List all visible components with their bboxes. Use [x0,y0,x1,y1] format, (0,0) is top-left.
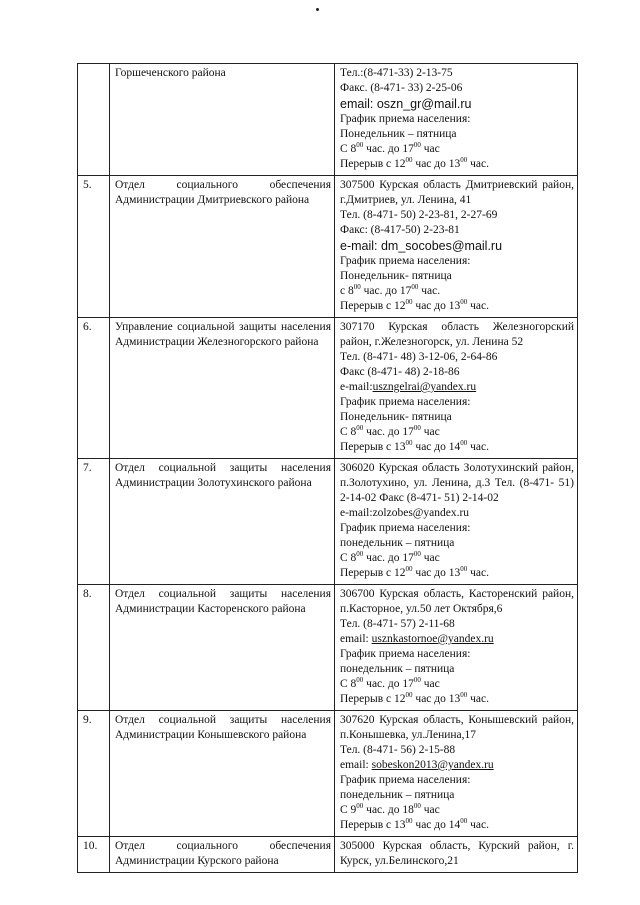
schedule-hours-line [340,566,574,581]
row-number: 5. [78,176,110,318]
organization-name: Отдел социальной защиты населения Администрации Золотухинского района [110,459,335,585]
contact-line: e-mail: dm_socobes@mail.ru [340,239,503,253]
minutes-superscript: 00 [356,142,364,149]
contact-line: 306700 Курская область, Касторенский район, п.Касторное, ул.50 лет Октября,6 [340,588,574,615]
hours-text: час. до 17 [363,552,414,564]
contact-line: График приема населения: [340,396,471,408]
row-number: 8. [78,585,110,711]
contact-info [335,711,578,837]
email-line [340,380,574,395]
minutes-superscript: 00 [460,566,468,573]
contact-line: Тел. (8-471- 57) 2-11-68 [340,618,455,630]
row-number [78,64,110,176]
contact-line: Понедельник – пятница [340,128,457,140]
contact-line: Факс. (8-471- 33) 2-25-06 [340,82,463,94]
hours-text: час. до 17 [360,285,412,297]
contact-line: понедельник – пятница [340,789,455,801]
email-prefix: e-mail: [340,381,373,393]
minutes-superscript: 00 [405,440,413,447]
row-number: 7. [78,459,110,585]
contacts-table-body [78,64,578,873]
schedule-hours-line [340,157,574,172]
contact-info [335,585,578,711]
hours-text: Перерыв с 13 [340,819,406,831]
hours-text: час. до 17 [363,426,414,438]
hours-text: час [420,678,440,690]
email-link[interactable]: uszngelrai@yandex.ru [372,381,477,393]
minutes-superscript: 00 [413,425,421,432]
email-link[interactable]: sobeskon2013@yandex.ru [371,759,494,771]
organization-name: Горшеченского района [110,64,335,176]
hours-text: час. [467,300,489,312]
contact-line: e-mail:zolzobes@yandex.ru [340,507,470,519]
table-row [78,585,578,711]
minutes-superscript: 00 [405,692,413,699]
hours-text: С 8 [340,552,357,564]
contact-line: График приема населения: [340,255,471,267]
hours-text: час до 14 [412,819,461,831]
minutes-superscript: 00 [413,677,421,684]
hours-text: час. [418,285,441,297]
minutes-superscript: 00 [460,157,468,164]
table-row [78,176,578,318]
schedule-hours-line [340,284,574,299]
minutes-superscript: 00 [413,142,421,149]
contact-line: График приема населения: [340,774,471,786]
page-dot-mark [316,8,319,11]
schedule-hours-line [340,677,574,692]
row-number: 6. [78,318,110,459]
minutes-superscript: 00 [413,551,421,558]
minutes-superscript: 00 [405,157,413,164]
contact-line: Тел. (8-471- 50) 2-23-81, 2-27-69 [340,209,498,221]
hours-text: С 9 [340,804,357,816]
table-row [78,318,578,459]
minutes-superscript: 00 [356,803,364,810]
contact-info [335,837,578,873]
contact-line: 307170 Курская область Железногорский район, г.Железногорск, ул. Ленина 52 [340,321,574,348]
hours-text: час. до 18 [363,804,414,816]
contact-line: Тел.:(8-471-33) 2-13-75 [340,67,453,79]
hours-text: час. до 17 [363,678,414,690]
email-prefix: email: [340,633,372,645]
hours-text: час до 13 [412,693,461,705]
hours-text: час до 14 [412,441,461,453]
hours-text: Перерыв с 12 [340,158,406,170]
minutes-superscript: 00 [413,803,421,810]
hours-text: час. [467,693,489,705]
hours-text: час [420,426,440,438]
hours-text: Перерыв с 12 [340,300,406,312]
contact-line: 307500 Курская область Дмитриевский район, г.Дмитриев, ул. Ленина, 41 [340,179,574,206]
organization-name: Отдел социального обеспечения Администрации Дмитриевского района [110,176,335,318]
schedule-hours-line [340,692,574,707]
email-line [340,758,574,773]
hours-text: час до 13 [412,567,461,579]
hours-text: час до 13 [412,300,461,312]
hours-text: час до 13 [412,158,461,170]
contact-line: понедельник – пятница [340,537,455,549]
minutes-superscript: 00 [460,818,468,825]
hours-text: час [420,143,440,155]
contact-info [335,459,578,585]
hours-text: С 8 [340,678,357,690]
table-row [78,711,578,837]
minutes-superscript: 00 [356,551,364,558]
minutes-superscript: 00 [405,818,413,825]
hours-text: час. до 17 [363,143,414,155]
contact-line: График приема населения: [340,648,471,660]
schedule-hours-line [340,803,574,818]
table-row [78,64,578,176]
hours-text: Перерыв с 12 [340,693,406,705]
email-prefix: email: [340,759,372,771]
minutes-superscript: 00 [411,284,419,291]
contact-line: График приема населения: [340,113,471,125]
table-row [78,837,578,873]
hours-text: час [420,804,440,816]
minutes-superscript: 00 [460,440,468,447]
organization-name: Отдел социальной защиты населения Администрации Касторенского района [110,585,335,711]
row-number: 9. [78,711,110,837]
hours-text: час. [467,567,489,579]
contacts-table [77,63,578,873]
schedule-hours-line [340,818,574,833]
contact-line: 305000 Курская область, Курский район, г. Курск, ул.Белинского,21 [340,840,574,867]
minutes-superscript: 00 [405,299,413,306]
table-row [78,459,578,585]
contact-line: 307620 Курская область, Конышевский район, п.Конышевка, ул.Ленина,17 [340,714,574,741]
contact-line: Тел. (8-471- 56) 2-15-88 [340,744,456,756]
schedule-hours-line [340,299,574,314]
contact-line: Факс: (8-417-50) 2-23-81 [340,224,460,236]
contact-info [335,64,578,176]
schedule-hours-line [340,142,574,157]
minutes-superscript: 00 [356,677,364,684]
organization-name: Отдел социального обеспечения Администрации Курского района [110,837,335,873]
contact-info [335,318,578,459]
schedule-hours-line [340,425,574,440]
hours-text: с 8 [340,285,354,297]
contact-line: Факс (8-471- 48) 2-18-86 [340,366,460,378]
hours-text: час. [467,441,489,453]
minutes-superscript: 00 [460,692,468,699]
contact-line: 306020 Курская область Золотухинский район, п.Золотухино, ул. Ленина, д.3 Тел. (8-471- 51) 2-14-02 Факс (8-471- 51) 2-14-02 [340,462,574,504]
contact-line: понедельник – пятница [340,663,455,675]
hours-text: час. [467,819,489,831]
hours-text: час. [467,158,489,170]
minutes-superscript: 00 [460,299,468,306]
contact-line: График приема населения: [340,522,471,534]
contact-line: email: oszn_gr@mail.ru [340,97,472,111]
organization-name: Управление социальной защиты населения Администрации Железногорского района [110,318,335,459]
schedule-hours-line [340,551,574,566]
contact-line: Понедельник- пятница [340,270,452,282]
contact-line: Понедельник- пятница [340,411,452,423]
hours-text: Перерыв с 12 [340,567,406,579]
contact-info [335,176,578,318]
row-number: 10. [78,837,110,873]
minutes-superscript: 00 [356,425,364,432]
schedule-hours-line [340,440,574,455]
organization-name: Отдел социальной защиты населения Администрации Конышевского района [110,711,335,837]
hours-text: час [420,552,440,564]
contact-line: Тел. (8-471- 48) 3-12-06, 2-64-86 [340,351,498,363]
minutes-superscript: 00 [405,566,413,573]
email-link[interactable]: usznkastornoe@yandex.ru [371,633,494,645]
hours-text: С 8 [340,426,357,438]
hours-text: Перерыв с 13 [340,441,406,453]
email-line [340,632,574,647]
minutes-superscript: 00 [353,284,361,291]
hours-text: С 8 [340,143,357,155]
